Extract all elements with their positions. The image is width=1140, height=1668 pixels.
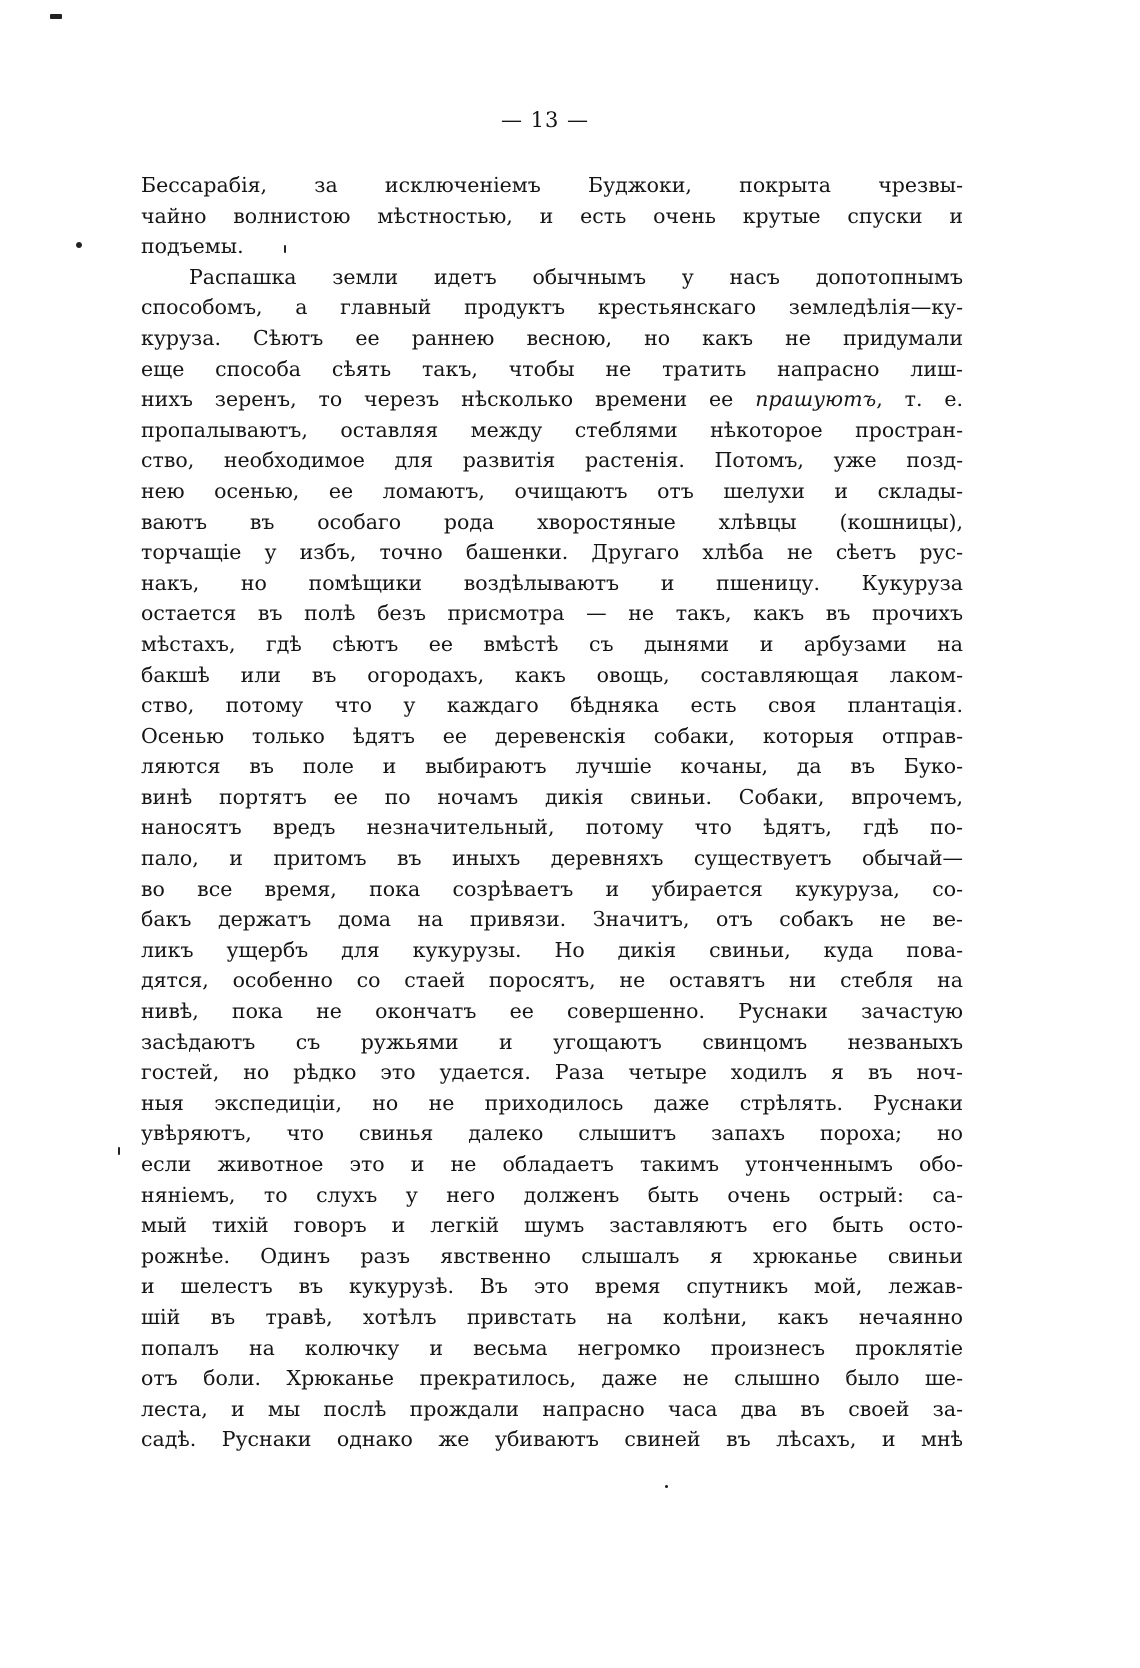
text-line: няніемъ, то слухъ у него долженъ быть очень острый: са- xyxy=(141,1182,963,1207)
text-line: леста, и мы послѣ прождали напрасно часа два въ своей за- xyxy=(141,1396,963,1421)
text-line: накъ, но помѣщики воздѣлываютъ и пшеницу. Кукуруза xyxy=(141,570,963,595)
text-line: увѣряютъ, что свинья далеко слышитъ запахъ пороха; но xyxy=(141,1121,963,1146)
page-number: — 13 — xyxy=(500,108,590,132)
text-line: пропалываютъ, оставляя между стеблями нѣкоторое простран- xyxy=(141,417,963,442)
text-line: куруза. Сѣютъ ее раннею весною, но какъ не придумали xyxy=(141,325,963,350)
scan-speck xyxy=(50,14,62,19)
text-line: нивѣ, пока не окончатъ ее совершенно. Руснаки зачастую xyxy=(141,999,963,1024)
text-line: еще способа сѣять такъ, чтобы не тратить напрасно лиш- xyxy=(141,356,963,381)
text-line: Осенью только ѣдятъ ее деревенскія собаки, которыя отправ- xyxy=(141,723,963,748)
text-line: винѣ портятъ ее по ночамъ дикія свиньи. Собаки, впрочемъ, xyxy=(141,784,963,809)
text-segment: нихъ зеренъ, то черезъ нѣсколько времени ее xyxy=(141,387,756,412)
scan-speck xyxy=(118,1147,120,1155)
text-line xyxy=(141,384,963,415)
text-line: садѣ. Руснаки однако же убиваютъ свиней въ лѣсахъ, и мнѣ xyxy=(141,1427,963,1452)
text-line: наносятъ вредъ незначительный, потому что ѣдятъ, гдѣ по- xyxy=(141,815,963,840)
text-line: торчащіе у избъ, точно башенки. Другаго хлѣба не сѣетъ рус- xyxy=(141,540,963,565)
text-line: бакъ держатъ дома на привязи. Значитъ, отъ собакъ не ве- xyxy=(141,907,963,932)
text-line: ныя экспедиціи, но не приходилось даже стрѣлять. Руснаки xyxy=(141,1090,963,1115)
text-line: во все время, пока созрѣваетъ и убирается кукуруза, со- xyxy=(141,876,963,901)
text-line: шій въ травѣ, хотѣлъ привстать на колѣни, какъ нечаянно xyxy=(141,1304,963,1329)
text-line: отъ боли. Хрюканье прекратилось, даже не слышно было ше- xyxy=(141,1366,963,1391)
text-line: засѣдаютъ съ ружьями и угощаютъ свинцомъ незваныхъ xyxy=(141,1029,963,1054)
text-line: мѣстахъ, гдѣ сѣютъ ее вмѣстѣ съ дынями и арбузами на xyxy=(141,631,963,656)
text-line: дятся, особенно со стаей поросятъ, не оставятъ ни стебля на xyxy=(141,968,963,993)
text-line: нею осенью, ее ломаютъ, очищаютъ отъ шелухи и склады- xyxy=(141,478,963,503)
text-line: гостей, но рѣдко это удается. Раза четыре ходилъ я въ ноч- xyxy=(141,1060,963,1085)
text-line: Бессарабія, за исключеніемъ Буджоки, покрыта чрезвы- xyxy=(141,173,963,197)
text-line: ство, потому что у каждаго бѣдняка есть своя плантація. xyxy=(141,693,963,718)
text-line: ваютъ въ особаго рода хворостяные хлѣвцы (кошницы), xyxy=(141,509,963,534)
text-line: подъемы. xyxy=(141,234,244,259)
body-text xyxy=(141,170,963,1455)
italic-word: прашуютъ xyxy=(755,387,877,412)
text-line: ликъ ущербъ для кукурузы. Но дикія свиньи, куда пова- xyxy=(141,937,963,962)
text-segment: , т. е. xyxy=(876,387,963,412)
scan-speck xyxy=(76,242,82,248)
text-line: рожнѣе. Одинъ разъ явственно слышалъ я хрюканье свиньи xyxy=(141,1243,963,1268)
text-line: попалъ на колючку и весьма негромко произнесъ проклятіе xyxy=(141,1335,963,1360)
scan-speck xyxy=(284,245,286,253)
text-line: если животное это и не обладаетъ такимъ утонченнымъ обо- xyxy=(141,1152,963,1176)
text-line: ляются въ поле и выбираютъ лучшіе кочаны, да въ Буко- xyxy=(141,754,963,779)
text-line: и шелестъ въ кукурузѣ. Въ это время спутникъ мой, лежав- xyxy=(141,1274,963,1299)
scan-speck xyxy=(665,1485,668,1488)
text-line: способомъ, а главный продуктъ крестьянскаго земледѣлія—ку- xyxy=(141,295,963,320)
text-line: чайно волнистою мѣстностью, и есть очень крутые спуски и xyxy=(141,203,963,228)
text-line: остается въ полѣ безъ присмотра — не такъ, какъ въ прочихъ xyxy=(141,601,963,626)
text-line: пало, и притомъ въ иныхъ деревняхъ существуетъ обычай— xyxy=(141,846,963,871)
text-line: Распашка земли идетъ обычнымъ у насъ допотопнымъ xyxy=(189,264,963,289)
text-line: мый тихій говоръ и легкій шумъ заставляютъ его быть осто- xyxy=(141,1213,963,1238)
text-line: ство, необходимое для развитія растенія. Потомъ, уже позд- xyxy=(141,448,963,473)
text-line: бакшѣ или въ огородахъ, какъ овощь, составляющая лаком- xyxy=(141,662,963,687)
